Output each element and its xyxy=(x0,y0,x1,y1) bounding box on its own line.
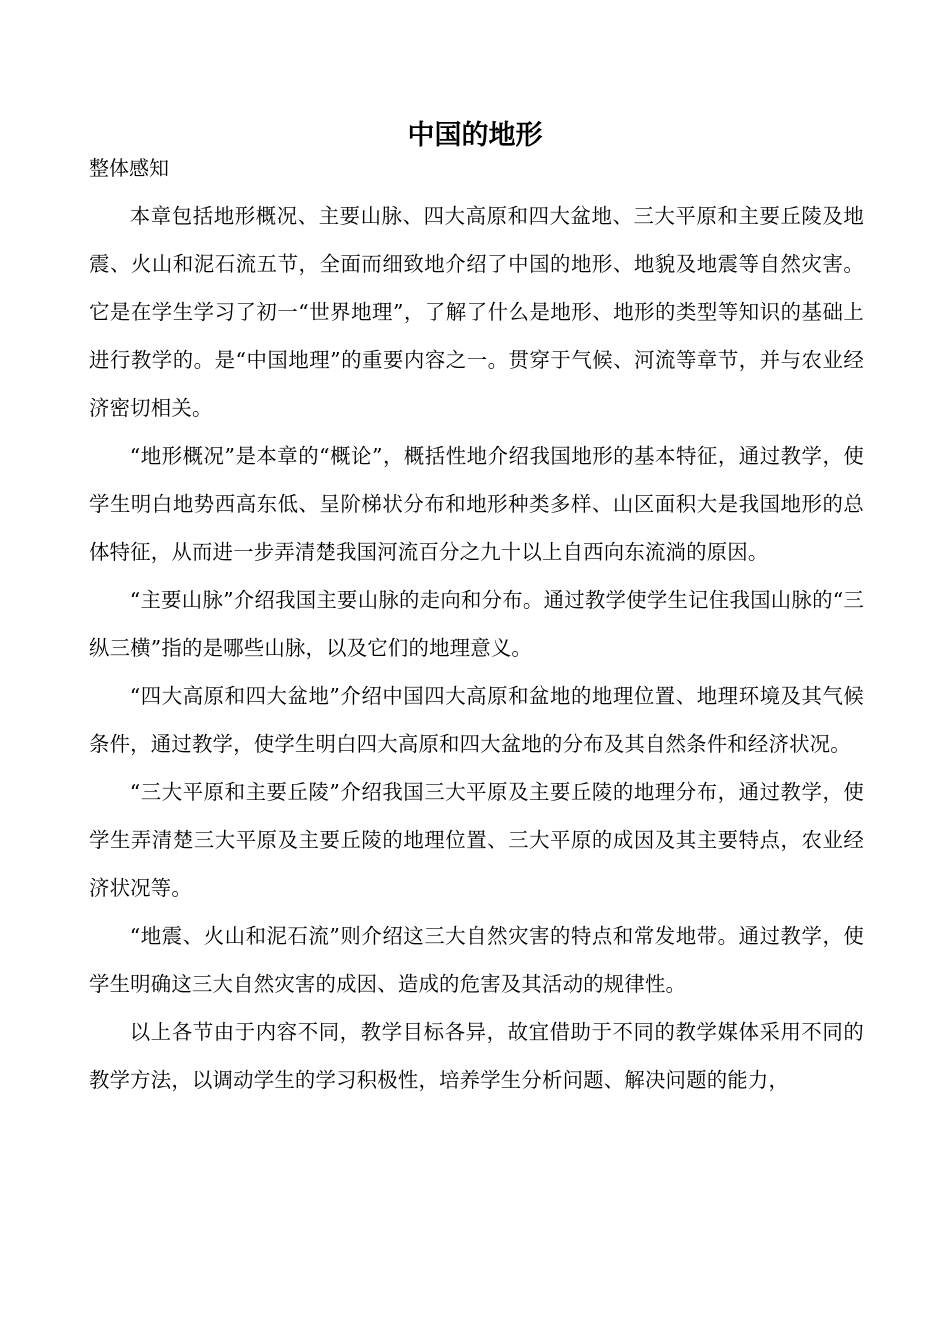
document-body xyxy=(89,192,864,1104)
paragraph-terrain-overview: “地形概况”是本章的“概论”，概括性地介绍我国地形的基本特征，通过教学，使学生明白地势西高东低、呈阶梯状分布和地形种类多样、山区面积大是我国地形的总体特征，从而进一步弄清楚我国河流百分之九十以上自西向东流淌的原因。 xyxy=(89,444,864,564)
paragraph-mountains: “主要山脉”介绍我国主要山脉的走向和分布。通过教学使学生记住我国山脉的“三纵三横”指的是哪些山脉，以及它们的地理意义。 xyxy=(89,588,864,660)
paragraph-plains-hills: “三大平原和主要丘陵”介绍我国三大平原及主要丘陵的地理分布，通过教学，使学生弄清楚三大平原及主要丘陵的地理位置、三大平原的成因及其主要特点，农业经济状况等。 xyxy=(89,780,864,900)
page-title: 中国的地形 xyxy=(407,120,543,151)
section-heading: 整体感知 xyxy=(89,156,169,180)
paragraph-overview: 本章包括地形概况、主要山脉、四大高原和四大盆地、三大平原和主要丘陵及地震、火山和泥石流五节，全面而细致地介绍了中国的地形、地貌及地震等自然灾害。它是在学生学习了初一“世界地理”，了解了什么是地形、地形的类型等知识的基础上进行教学的。是“中国地理”的重要内容之一。贯穿于气候、河流等章节，并与农业经济密切相关。 xyxy=(89,204,864,420)
paragraph-teaching-methods: 以上各节由于内容不同，教学目标各异，故宜借助于不同的教学媒体采用不同的教学方法，以调动学生的学习积极性，培养学生分析问题、解决问题的能力， xyxy=(89,1020,864,1092)
paragraph-plateaus-basins: “四大高原和四大盆地”介绍中国四大高原和盆地的地理位置、地理环境及其气候条件，通过教学，使学生明白四大高原和四大盆地的分布及其自然条件和经济状况。 xyxy=(89,684,864,756)
paragraph-disasters: “地震、火山和泥石流”则介绍这三大自然灾害的特点和常发地带。通过教学，使学生明确这三大自然灾害的成因、造成的危害及其活动的规律性。 xyxy=(89,924,864,996)
